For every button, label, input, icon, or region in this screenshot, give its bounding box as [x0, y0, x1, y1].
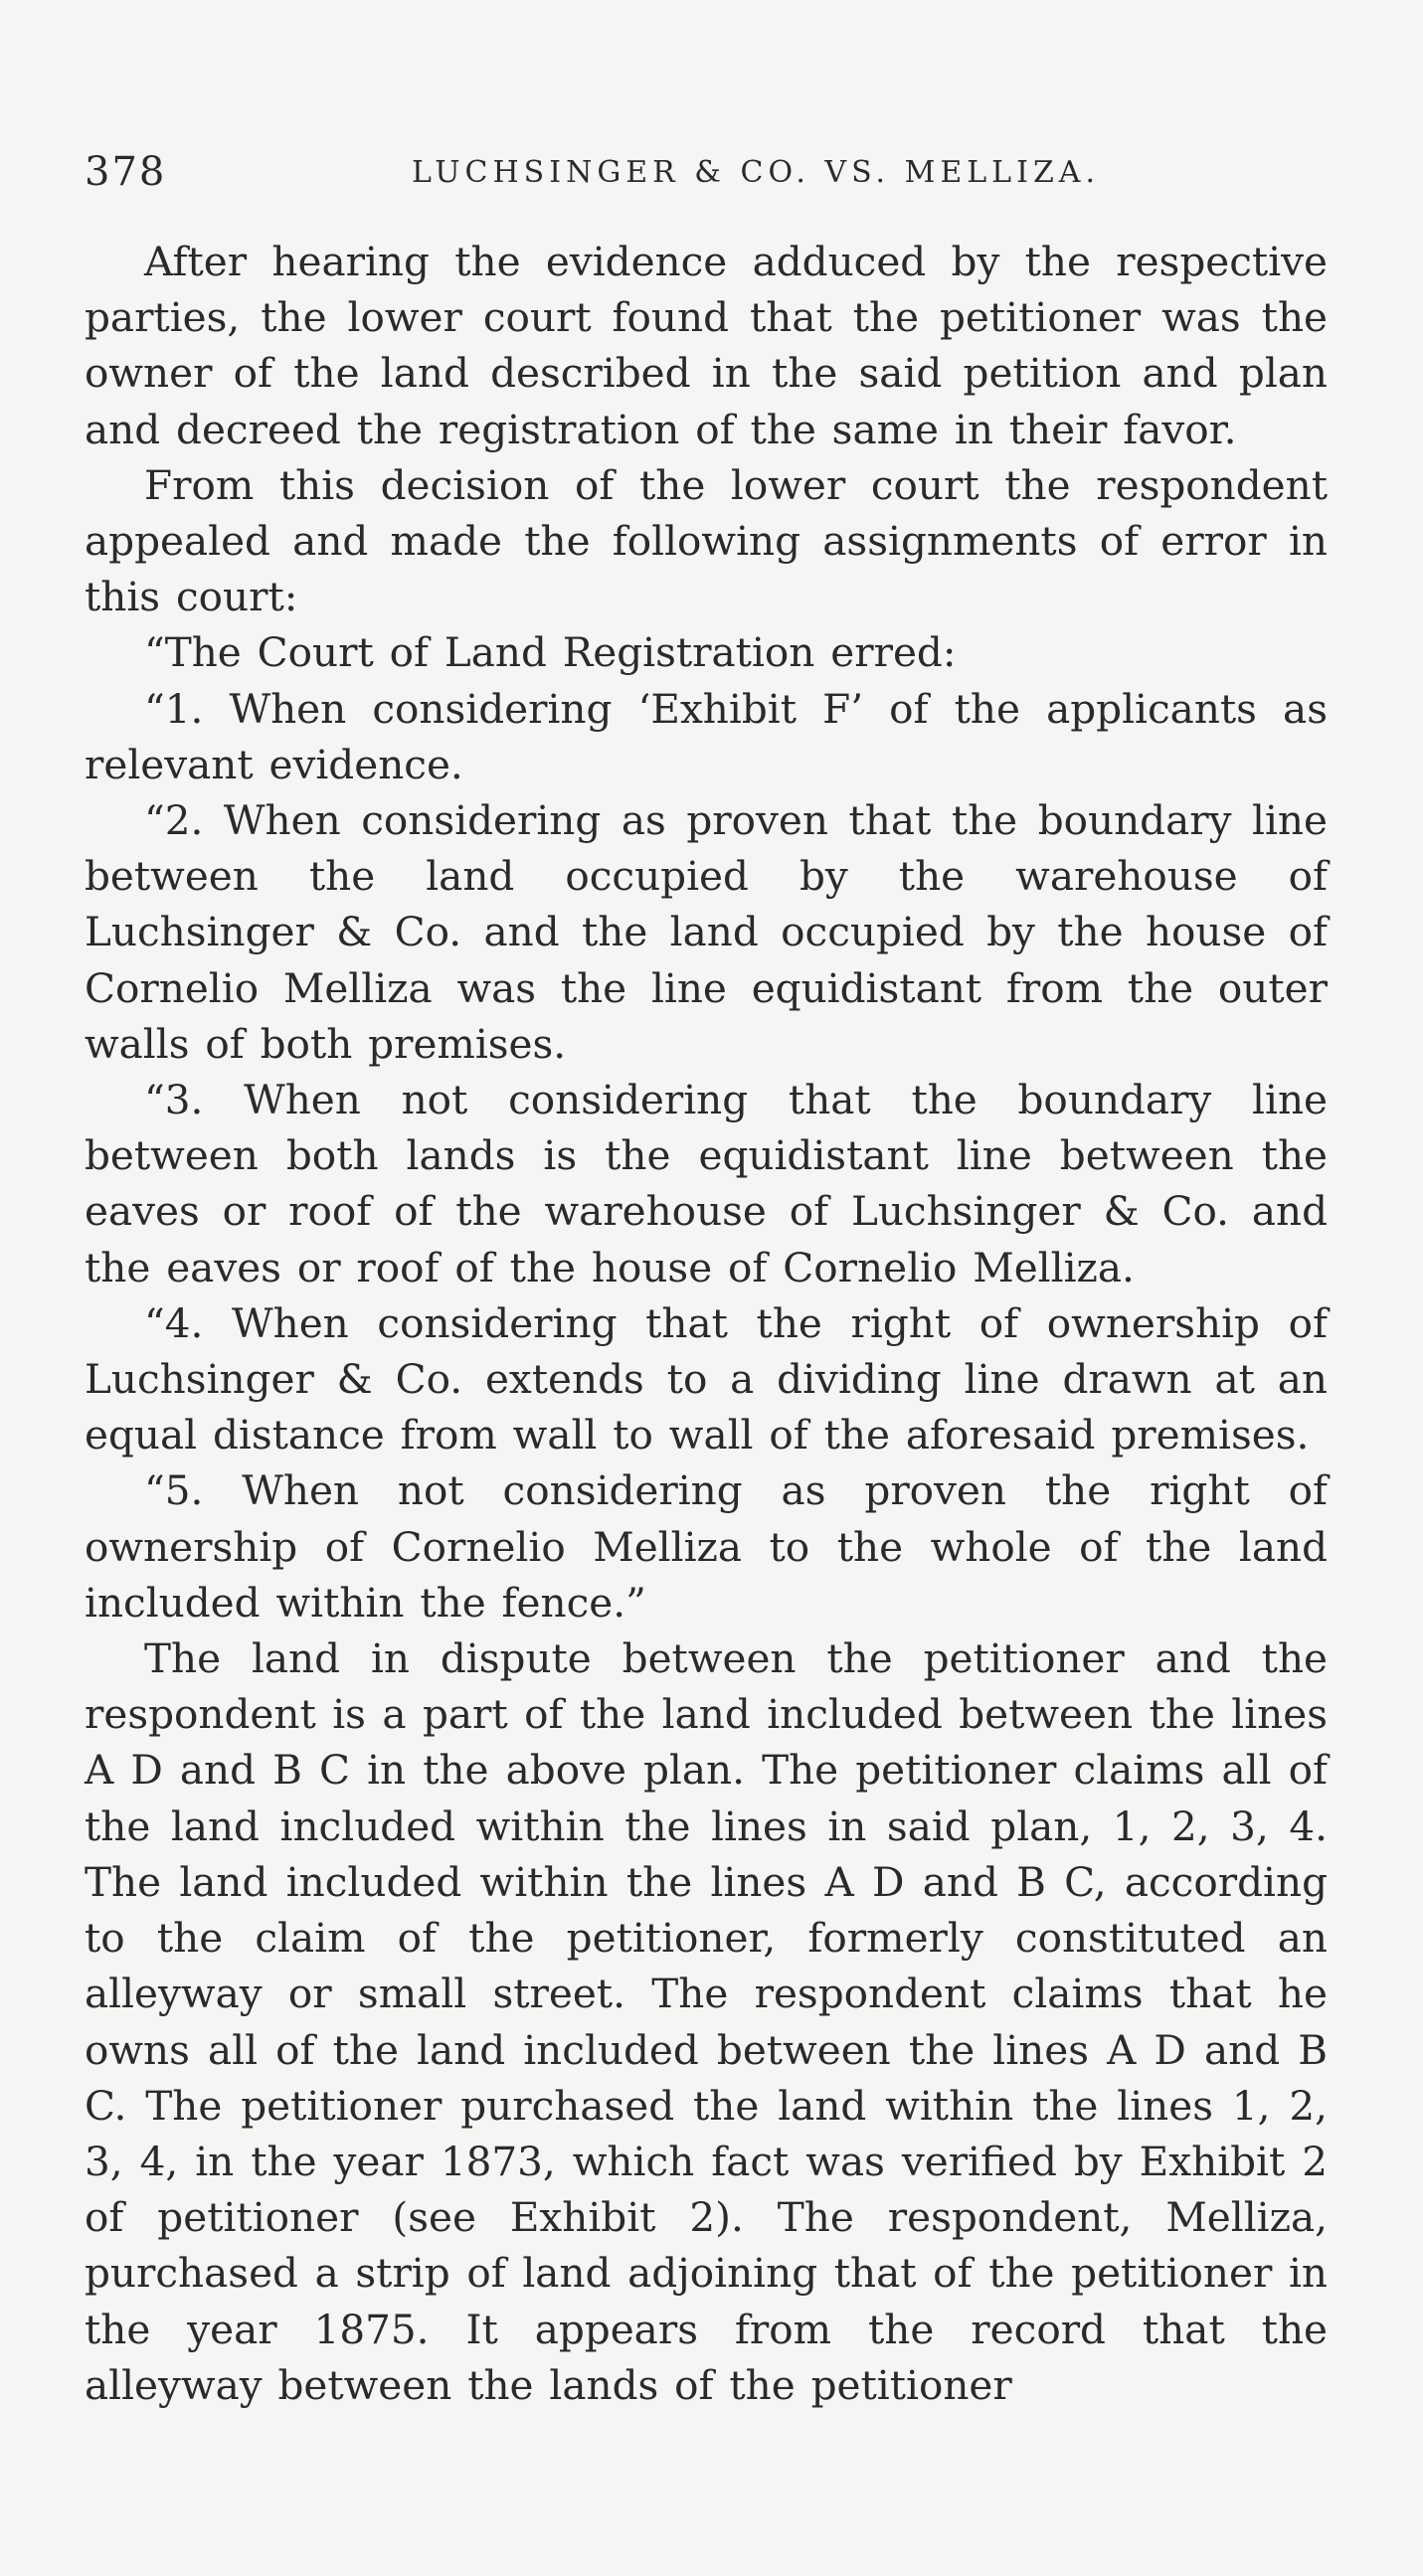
paragraph-appeal: From this decision of the lower court the respondent appealed and made the following assignments of error in this court: [85, 460, 1328, 621]
running-head: LUCHSINGER & CO. VS. MELLIZA. [411, 155, 1100, 190]
paragraph-land-dispute: The land in dispute between the petitioner and the respondent is a part of the land included between the lines A D and B C in the above plan. The petitioner claims all of the land included within the lines in said plan, 1, 2, 3, 4. The land included within the lines A D and B C, according to the claim of the petitioner, formerly constituted an alleyway or small street. The respondent claims that he owns all of the land included between the lines A D and B C. The petitioner purchased the land within the lines 1, 2, 3, 4, in the year 1873, which fact was verified by Exhibit 2 of petitioner (see Exhibit 2). The respondent, Melliza, purchased a strip of land adjoining that of the petitioner in the year 1875. It appears from the record that the alleyway between the lands of the petitioner [85, 1634, 1328, 2409]
paragraph-error-1: “1. When considering ‘Exhibit F’ of the applicants as relevant evidence. [85, 684, 1328, 788]
paragraph-error-4: “4. When considering that the right of ownership of Luchsinger & Co. extends to a dividing line drawn at an equal distance from wall to wall of the aforesaid premises. [85, 1298, 1328, 1460]
page-number: 378 [85, 149, 167, 195]
page-header [85, 149, 1328, 209]
paragraph-errors-intro: “The Court of Land Registration erred: [144, 628, 957, 677]
paragraph-error-2: “2. When considering as proven that the boundary line between the land occupied by the warehouse of Luchsinger & Co. and the land occupied by the house of Cornelio Melliza was the line equidistant from the outer walls of both premises. [85, 796, 1328, 1068]
body-text [85, 234, 1328, 2413]
paragraph-error-5: “5. When not considering as proven the right of ownership of Cornelio Melliza to the whole of the land included within the fence.” [85, 1466, 1328, 1627]
paragraph-error-3: “3. When not considering that the boundary line between both lands is the equidistant line between the eaves or roof of the warehouse of Luchsinger & Co. and the eaves or roof of the house of Cornelio Melliza. [85, 1076, 1328, 1291]
paragraph-findings: After hearing the evidence adduced by the respective parties, the lower court found that the petitioner was the owner of the land described in the said petition and plan and decreed the registration of the same in their favor. [85, 238, 1328, 453]
